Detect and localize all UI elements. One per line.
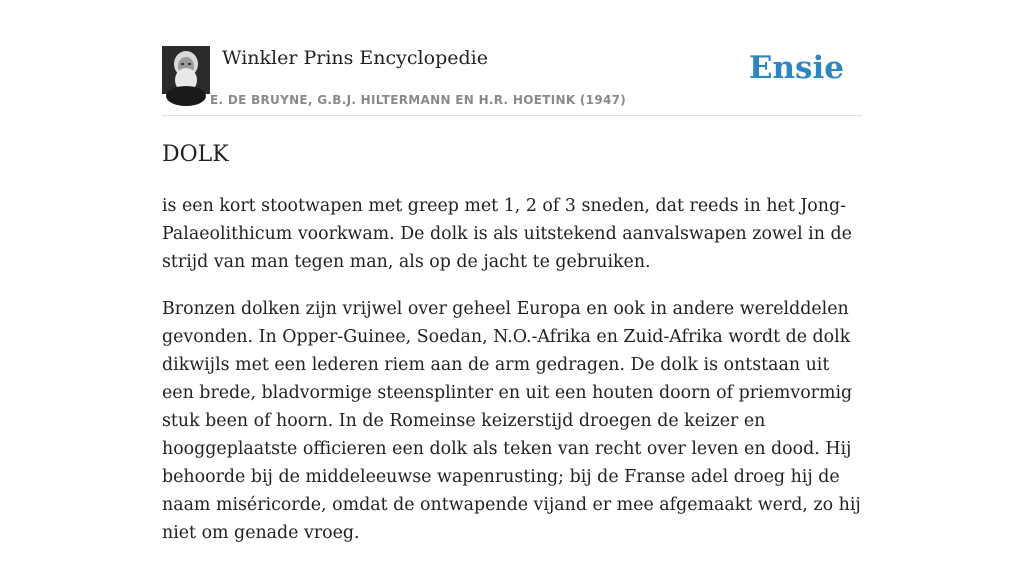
entry-paragraph: Bronzen dolken zijn vrijwel over geheel Europa en ook in andere werelddelen gevonden. In Opper-Guinee, Soedan, N.O.-Afrika en Zuid-Afrika wordt de dolk dikwijls met een lederen riem aan de arm gedragen. De dolk is ontstaan uit een brede, bladvormige steensplinter en uit een houten doorn of priemvormig stuk been of hoorn. In de Romeinse keizerstijd droegen de keizer en hooggeplaatste officieren een dolk als teken van recht over leven en dood. Hij behoorde bij de middeleeuwse wapenrusting; bij de Franse adel droeg hij de naam miséricorde, omdat de ontwapende vijand er mee afgemaakt werd, zo hij niet om genade vroeg.	[162, 299, 861, 543]
source-header	[162, 46, 862, 116]
author-portrait-icon	[162, 46, 210, 94]
author-avatar[interactable]	[162, 46, 210, 94]
source-authors: E. DE BRUYNE, G.B.J. HILTERMANN EN H.R. HOETINK (1947)	[210, 93, 627, 107]
source-title[interactable]: Winkler Prins Encyclopedie	[222, 47, 488, 69]
entry-body	[162, 192, 862, 566]
entry-title: DOLK	[162, 142, 229, 167]
brand-logo[interactable]: Ensie	[748, 50, 844, 86]
entry-paragraph: is een kort stootwapen met greep met 1, 2 of 3 sneden, dat reeds in het Jong-Palaeolithicum voorkwam. De dolk is als uitstekend aanvalswapen zowel in de strijd van man tegen man, als op de jacht te gebruiken.	[162, 196, 852, 272]
